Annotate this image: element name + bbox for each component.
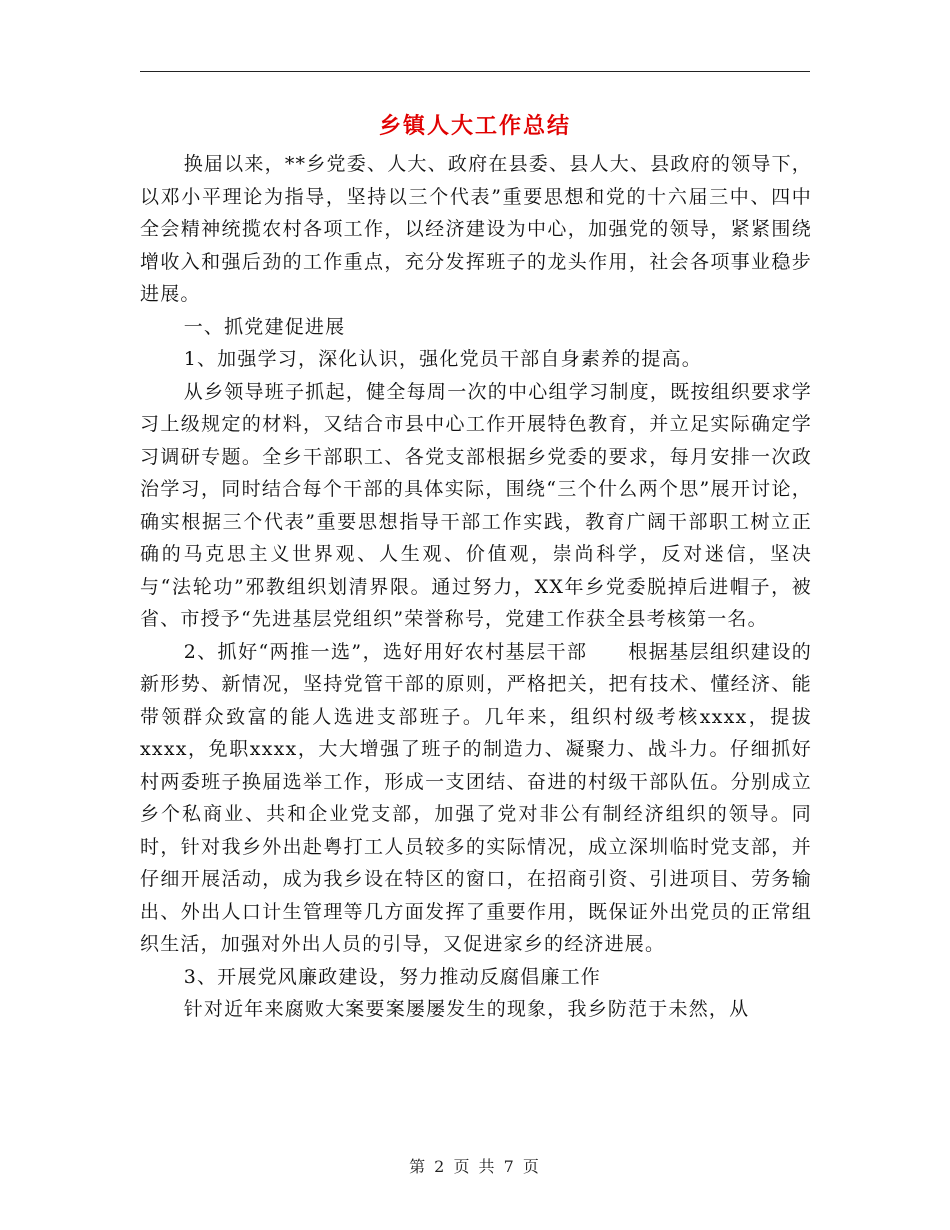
subheading-3: 3、开展党风廉政建设，努力推动反腐倡廉工作 [183,965,601,988]
page-number: 第 2 页 共 7 页 [409,1157,541,1176]
paragraph-study: 从乡领导班子抓起，健全每周一次的中心组学习制度，既按组织要求学习上级规定的材料，又结合市县中心工作开展特色教育，并立足实际确定学习调研专题。全乡干部职工、各党支部根据乡党委的要求，每月安排一次政治学习，同时结合每个干部的具体实际，围绕“三个什么两个思”展开讨论，确实根据三个代表”重要思想指导干部工作实践，教育广阔干部职工树立正确的马克思主义世界观、人生观、价值观，崇尚科学，反对迷信，坚决与“法轮功”邪教组织划清界限。通过努力，XX年乡党委脱掉后进帽子，被省、市授予“先进基层党组织”荣誉称号，党建工作获全县考核第一名。 [140,380,812,630]
section-heading-1: 一、抓党建促进展 [183,315,346,338]
subheading-1: 1、加强学习，深化认识，强化党员干部自身素养的提高。 [183,348,702,370]
paragraph-anticorruption: 针对近年来腐败大案要案屡屡发生的现象，我乡防范于未然，从 [183,998,750,1020]
document-title: 乡镇人大工作总结 [378,113,571,139]
paragraph-cadres: 2、抓好“两推一选”，选好用好农村基层干部 根据基层组织建设的新形势、新情况，坚持党管干部的原则，严格把关，把有技术、懂经济、能带领群众致富的能人选进支部班子。几年来，组织村级考核xxxx，提拔xxxx，免职xxxx，大大增强了班子的制造力、凝聚力、战斗力。仔细抓好村两委班子换届选举工作，形成一支团结、奋进的村级干部队伍。分别成立乡个私商业、共和企业党支部，加强了党对非公有制经济组织的领导。同时，针对我乡外出赴粤打工人员较多的实际情况，成立深圳临时党支部，并仔细开展活动，成为我乡设在特区的窗口，在招商引资、引进项目、劳务输出、外出人口计生管理等几方面发挥了重要作用，既保证外出党员的正常组织生活，加强对外出人员的引导，又促进家乡的经济进展。 [140,640,812,955]
paragraph-intro: 换届以来，**乡党委、人大、政府在县委、县人大、县政府的领导下，以邓小平理论为指导，坚持以三个代表”重要思想和党的十六届三中、四中全会精神统揽农村各项工作，以经济建设为中心，加强党的领导，紧紧围绕增收入和强后劲的工作重点，充分发挥班子的龙头作用，社会各项事业稳步进展。 [140,153,812,305]
document-body [140,148,812,1026]
header-rule [140,71,810,72]
